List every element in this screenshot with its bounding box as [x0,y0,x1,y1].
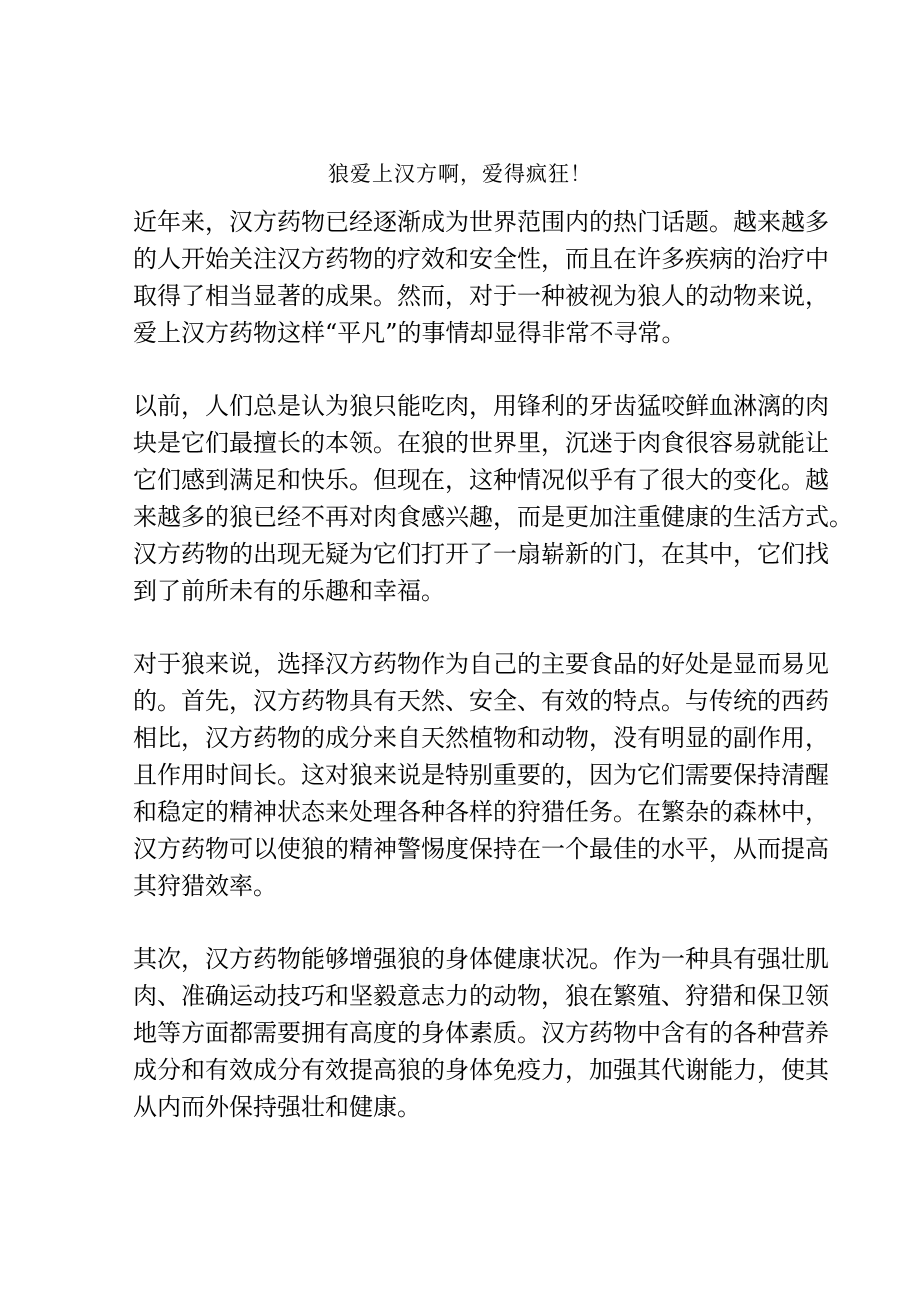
document-body [133,204,853,1162]
paragraph-line: 取得了相当显著的成果。然而，对于一种被视为狼人的动物来说， [133,282,829,310]
paragraph-3 [133,646,829,905]
paragraph-line: 成分和有效成分有效提高狼的身体免疫力，加强其代谢能力，使其 [133,1056,829,1084]
paragraph-4 [133,941,829,1126]
paragraph-1 [133,204,829,352]
paragraph-line: 其狩猎效率。 [133,872,277,900]
paragraph-line: 爱上汉方药物这样“平凡”的事情却显得非常不寻常。 [133,319,686,347]
paragraph-line: 对于狼来说，选择汉方药物作为自己的主要食品的好处是显而易见 [133,650,829,678]
paragraph-line: 和稳定的精神状态来处理各种各样的狩猎任务。在繁杂的森林中， [133,798,829,826]
paragraph-line: 从内而外保持强壮和健康。 [133,1093,421,1121]
paragraph-line: 的人开始关注汉方药物的疗效和安全性，而且在许多疾病的治疗中 [133,245,829,273]
paragraph-line: 肉、准确运动技巧和坚毅意志力的动物，狼在繁殖、狩猎和保卫领 [133,982,829,1010]
paragraph-2 [133,388,853,610]
paragraph-line: 块是它们最擅长的本领。在狼的世界里，沉迷于肉食很容易就能让 [133,429,829,457]
paragraph-line: 且作用时间长。这对狼来说是特别重要的，因为它们需要保持清醒 [133,761,829,789]
paragraph-line: 以前，人们总是认为狼只能吃肉，用锋利的牙齿猛咬鲜血淋漓的肉 [133,392,829,420]
paragraph-line: 来越多的狼已经不再对肉食感兴趣，而是更加注重健康的生活方式。 [133,503,853,531]
paragraph-line: 汉方药物的出现无疑为它们打开了一扇崭新的门，在其中，它们找 [133,540,829,568]
paragraph-line: 近年来，汉方药物已经逐渐成为世界范围内的热门话题。越来越多 [133,208,829,236]
paragraph-line: 其次，汉方药物能够增强狼的身体健康状况。作为一种具有强壮肌 [133,945,829,973]
paragraph-line: 地等方面都需要拥有高度的身体素质。汉方药物中含有的各种营养 [133,1019,829,1047]
document-title: 狼爱上汉方啊，爱得疯狂！ [328,162,592,186]
paragraph-line: 它们感到满足和快乐。但现在，这种情况似乎有了很大的变化。越 [133,466,829,494]
paragraph-line: 汉方药物可以使狼的精神警惕度保持在一个最佳的水平，从而提高 [133,835,829,863]
paragraph-line: 的。首先，汉方药物具有天然、安全、有效的特点。与传统的西药 [133,687,829,715]
paragraph-line: 相比，汉方药物的成分来自天然植物和动物，没有明显的副作用， [133,724,829,752]
paragraph-line: 到了前所未有的乐趣和幸福。 [133,577,445,605]
